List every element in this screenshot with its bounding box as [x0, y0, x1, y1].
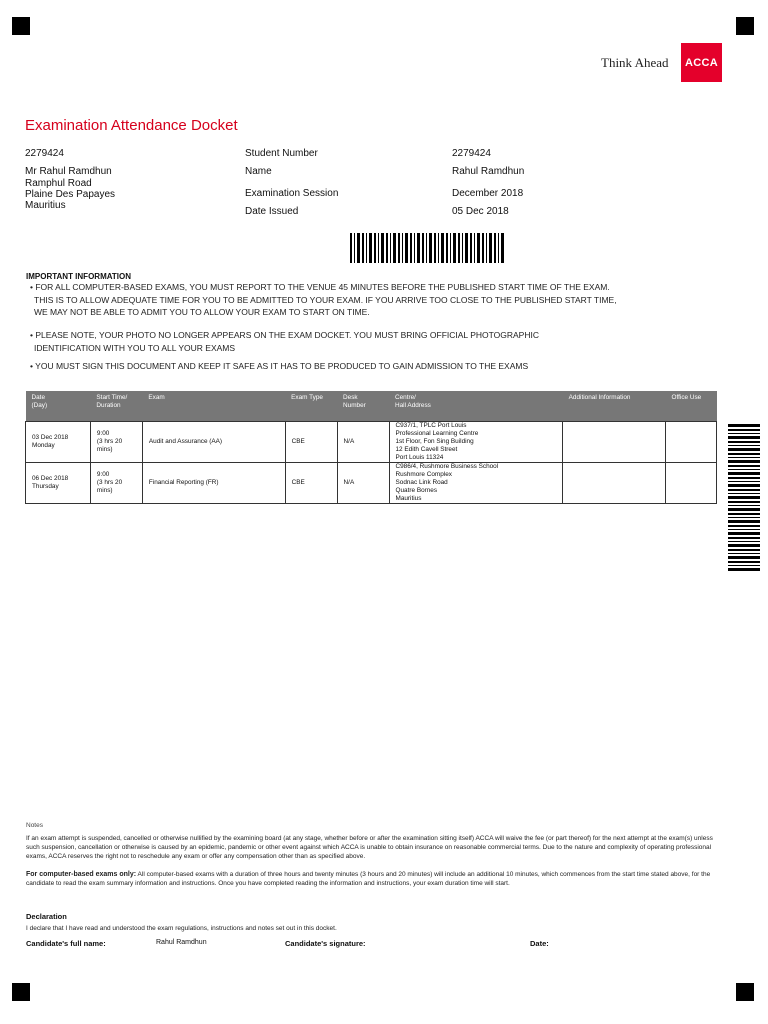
important-information-heading: IMPORTANT INFORMATION [26, 272, 132, 281]
important-bullet-2 [30, 329, 710, 354]
student-number-value: 2279424 [452, 148, 491, 159]
session-label: Examination Session [245, 188, 339, 199]
session-value: December 2018 [452, 188, 524, 199]
important-bullet-3 [30, 360, 710, 373]
address-line: Mauritius [25, 200, 66, 211]
col-additional-info: Additional Information [563, 391, 666, 422]
cell-desk: N/A [337, 463, 389, 504]
declaration-text: I declare that I have read and understood the exam regulations, instructions and notes set out in this docket. [26, 925, 337, 932]
bullet-line: IDENTIFICATION WITH YOU TO ALL YOUR EXAMS [34, 342, 236, 353]
name-label: Name [245, 166, 272, 177]
col-desk: Desk Number [337, 391, 389, 422]
bullet-line: • PLEASE NOTE, YOUR PHOTO NO LONGER APPEARS ON THE EXAM DOCKET. YOU MUST BRING OFFICIAL PHOTOGRAPHIC [30, 330, 539, 340]
col-office-use: Office Use [666, 391, 717, 422]
candidate-name-value: Rahul Ramdhun [156, 939, 207, 946]
notes-heading: Notes [26, 822, 43, 829]
declaration-heading: Declaration [26, 912, 67, 921]
cell-date: 03 Dec 2018 Monday [26, 422, 91, 463]
cell-additional-info [563, 422, 666, 463]
cbe-note-label: For computer-based exams only: [26, 871, 137, 878]
notes-body: If an exam attempt is suspended, cancelled or otherwise nullified by the examining board (at any stage, whether before or after the examination sitting itself) ACCA will waive the fee (or part thereof) for the next attempt at the exam(s) unless such suspension, cancellation or otherwise is caused by an epidemic, pandemic or other event against which ACCA is unable to obtain insurance on reasonable commercial terms. Due to the nature and complexity of operating professional exams, ACCA reserves the right not to reschedule any exam or offer any compensation other than as specified above. [26, 835, 713, 860]
cell-centre: C937/1, TPLC Port Louis Professional Learning Centre 1st Floor, Fon Sing Building 12 Edith Cavell Street Port Louis 11324 [389, 422, 563, 463]
date-issued-value: 05 Dec 2018 [452, 206, 509, 217]
cell-time: 9:00 (3 hrs 20 mins) [90, 422, 142, 463]
candidate-signature-label: Candidate's signature: [285, 939, 366, 948]
table-row [26, 463, 717, 504]
barcode-horizontal [350, 233, 507, 263]
address-line: Plaine Des Papayes [25, 189, 116, 200]
candidate-name-label: Candidate's full name: [26, 939, 106, 948]
document-title: Examination Attendance Docket [25, 117, 238, 134]
col-date: Date (Day) [26, 391, 91, 422]
cell-type: CBE [285, 422, 337, 463]
date-label: Date: [530, 939, 549, 948]
col-centre: Centre/ Hall Address [389, 391, 563, 422]
table-row [26, 422, 717, 463]
cell-desk: N/A [337, 422, 389, 463]
cbe-note [26, 870, 726, 888]
cell-office-use [666, 422, 717, 463]
col-exam: Exam [142, 391, 285, 422]
cell-type: CBE [285, 463, 337, 504]
date-issued-label: Date Issued [245, 206, 299, 217]
bullet-line: WE MAY NOT BE ABLE TO ADMIT YOU TO ALLOW YOUR EXAM TO START ON TIME. [34, 307, 370, 317]
bullet-line: THIS IS TO ALLOW ADEQUATE TIME FOR YOU TO BE ADMITTED TO YOUR EXAM. IF YOU ARRIVE TOO CLOSE TO THE PUBLISHED START TIME, [34, 294, 617, 305]
registration-mark-top-left [12, 17, 30, 35]
name-value: Rahul Ramdhun [452, 166, 525, 177]
bullet-line: • FOR ALL COMPUTER-BASED EXAMS, YOU MUST REPORT TO THE VENUE 45 MINUTES BEFORE THE PUBLISHED START TIME OF THE EXAM. [30, 282, 610, 292]
cell-centre: C986/4, Rushmore Business School Rushmore Complex Sodnac Link Road Quatre Bornes Mauritius [389, 463, 563, 504]
cell-exam: Financial Reporting (FR) [142, 463, 285, 504]
address-line: Ramphul Road [25, 178, 92, 189]
registration-mark-bottom-right [736, 983, 754, 1001]
address-line: Mr Rahul Ramdhun [25, 166, 112, 177]
cell-additional-info [563, 463, 666, 504]
cell-date: 06 Dec 2018 Thursday [26, 463, 91, 504]
bullet-line: • YOU MUST SIGN THIS DOCUMENT AND KEEP IT SAFE AS IT HAS TO BE PRODUCED TO GAIN ADMISSION TO THE EXAMS [30, 361, 529, 371]
exam-schedule-table [25, 391, 717, 504]
cell-exam: Audit and Assurance (AA) [142, 422, 285, 463]
cell-office-use [666, 463, 717, 504]
col-exam-type: Exam Type [285, 391, 337, 422]
cell-time: 9:00 (3 hrs 20 mins) [90, 463, 142, 504]
student-number-label: Student Number [245, 148, 318, 159]
cbe-note-body: All computer-based exams with a duration of three hours and twenty minutes (3 hours and 20 minutes) will include an additional 10 minutes, which commences from the start time stated above, for the candidate to read the exam summary information and instructions. Once you have completed reading the information and instructions, your exam duration time will start. [26, 871, 711, 887]
col-start-time: Start Time/ Duration [90, 391, 142, 422]
tagline: Think Ahead [601, 55, 669, 70]
table-header-row [26, 391, 717, 422]
important-bullet-1 [30, 281, 710, 319]
registration-mark-bottom-left [12, 983, 30, 1001]
registration-mark-top-right [736, 17, 754, 35]
barcode-vertical [728, 424, 760, 572]
address-line: 2279424 [25, 148, 64, 159]
acca-logo: ACCA [681, 43, 722, 82]
